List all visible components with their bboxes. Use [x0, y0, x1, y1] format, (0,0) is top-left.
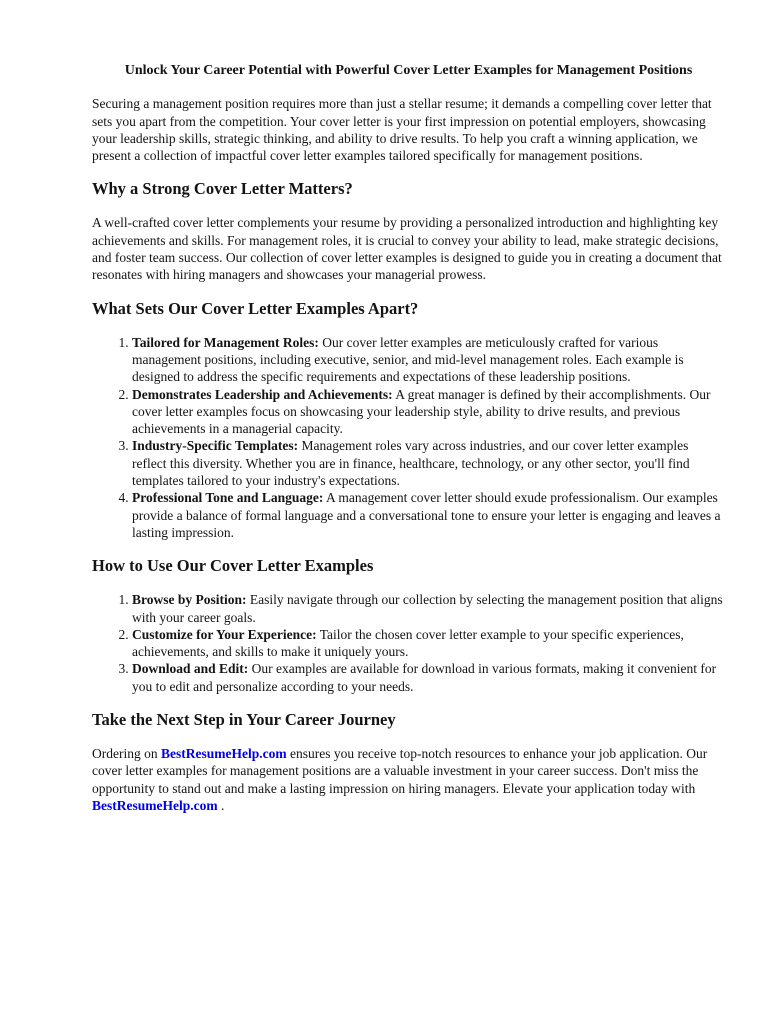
bestresumehelp-link[interactable]: BestResumeHelp.com [92, 797, 218, 813]
closing-text-after: . [217, 797, 225, 813]
closing-text-before: Ordering on [92, 746, 161, 762]
list-item-label: Download and Edit: [132, 661, 249, 677]
list-item [132, 591, 725, 626]
closing-paragraph [92, 745, 725, 814]
list-item [132, 626, 725, 661]
closing-text-between: ensures you receive top-notch resources to enhance your job application. Our cover letter examples for management positions are a valuable investment in your career success. Don't miss the opportunity to stand out and make a lasting impression on hiring managers. Elevate your application today with [92, 746, 708, 796]
list-item [132, 437, 725, 489]
list-item-label: Customize for Your Experience: [132, 626, 317, 642]
list-item-label: Demonstrates Leadership and Achievements: [132, 386, 393, 402]
intro-paragraph: Securing a management position requires more than just a stellar resume; it demands a compelling cover letter that sets you apart from the competition. Your cover letter is your first impression on potential employers, showcasing your leadership skills, strategic thinking, and ability to drive results. To help you craft a winning application, we present a collection of impactful cover letter examples tailored specifically for management positions. [92, 96, 712, 164]
list-item-label: Industry-Specific Templates: [132, 438, 299, 454]
list-item-text: Management roles vary across industries, and our cover letter examples reflect this diversity. Whether you are in finance, healthcare, technology, or any other sector, you'll find templates tailored to your industry's expectations. [132, 438, 690, 489]
list-item [132, 334, 725, 386]
list-item-text: A management cover letter should exude professionalism. Our examples provide a balance of formal language and a conversational tone to ensure your letter is engaging and leaves a lasting impression. [132, 490, 721, 540]
list-item-text: Easily navigate through our collection by selecting the management position that aligns with your career goals. [132, 592, 723, 625]
section-heading-what-sets-apart: What Sets Our Cover Letter Examples Apart? [92, 298, 419, 318]
features-list [92, 334, 725, 542]
section-heading-why-matters: Why a Strong Cover Letter Matters? [92, 179, 353, 199]
list-item-text: Our cover letter examples are meticulously crafted for various management positions, including executive, senior, and mid-level management roles. Each example is designed to address the specific requirements and expectations of these leadership positions. [132, 334, 684, 385]
list-item [132, 386, 725, 438]
list-item-label: Browse by Position: [132, 592, 247, 608]
list-item-text: Our examples are available for download in various formats, making it convenient for you to edit and personalize according to your needs. [132, 661, 717, 694]
list-item [132, 660, 725, 695]
list-item-label: Professional Tone and Language: [132, 490, 324, 506]
document-title: Unlock Your Career Potential with Powerful Cover Letter Examples for Management Positions [124, 63, 693, 78]
why-matters-paragraph: A well-crafted cover letter complements your resume by providing a personalized introduction and highlighting key achievements and skills. For management roles, it is crucial to convey your ability to lead, make strategic decisions, and foster team success. Our collection of cover letter examples is designed to guide you in creating a document that resonates with hiring managers and showcases your managerial prowess. [92, 215, 722, 283]
list-item-text: A great manager is defined by their accomplishments. Our cover letter examples focus on showcasing your leadership style, ability to drive results, and previous achievements in a managerial capacity. [132, 386, 711, 437]
list-item-label: Tailored for Management Roles: [132, 334, 319, 350]
usage-steps-list [92, 591, 725, 695]
list-item-text: Tailor the chosen cover letter example to your specific experiences, achievements, and skills to make it uniquely yours. [132, 626, 684, 660]
section-heading-how-to-use: How to Use Our Cover Letter Examples [92, 556, 374, 576]
bestresumehelp-link[interactable]: BestResumeHelp.com [160, 746, 287, 762]
section-heading-next-step: Take the Next Step in Your Career Journey [92, 710, 396, 730]
list-item [132, 489, 725, 541]
